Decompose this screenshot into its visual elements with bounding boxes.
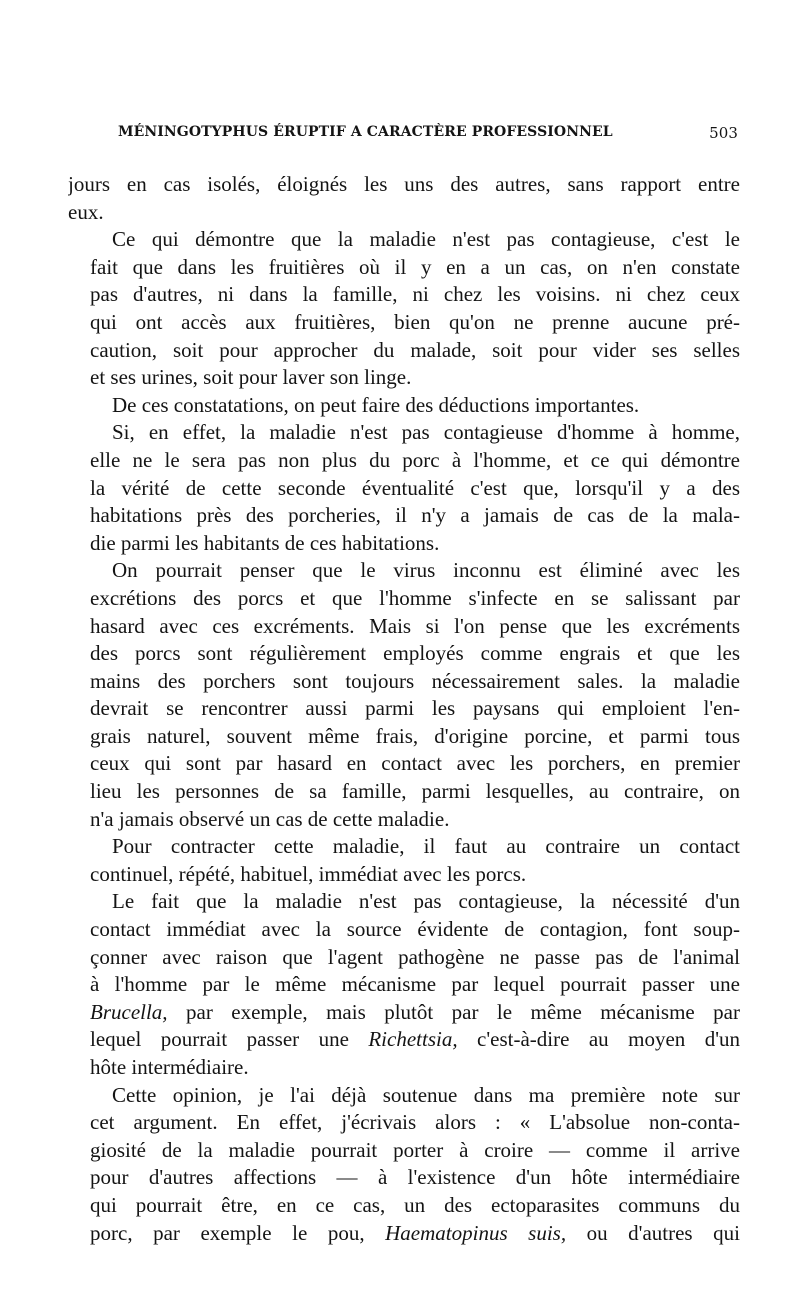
page-number: 503 [709, 124, 738, 142]
text-line: la vérité de cette seconde éventualité c'est que, lorsqu'il y a des [90, 475, 740, 500]
text-line: giosité de la maladie pourrait porter à croire — comme il arrive [90, 1137, 740, 1162]
text-line: jours en cas isolés, éloignés les uns des autres, sans rapport entre [68, 172, 740, 196]
text-line: Si, en effet, la maladie n'est pas contagieuse d'homme à homme, [112, 420, 740, 445]
text-line: excrétions des porcs et que l'homme s'infecte en se salissant par [90, 585, 740, 610]
text-line: hôte intermédiaire. [90, 1055, 249, 1079]
text-line: devrait se rencontrer aussi parmi les paysans qui emploient l'en- [90, 696, 740, 721]
text-fragment: lequel pourrait passer une [90, 1027, 369, 1052]
text-line: habitations près des porcheries, il n'y a jamais de cas de la mala- [90, 503, 740, 528]
text-line: Ce qui démontre que la maladie n'est pas contagieuse, c'est le [112, 227, 740, 252]
text-line: hasard avec ces excréments. Mais si l'on pense que les excréments [90, 613, 740, 638]
text-line: n'a jamais observé un cas de cette maladie. [90, 806, 450, 831]
paragraph [68, 419, 740, 557]
text-line: On pourrait penser que le virus inconnu est éliminé avec les [112, 558, 740, 583]
paragraph [68, 226, 740, 392]
text-line: pas d'autres, ni dans la famille, ni chez les voisins. ni chez ceux [90, 282, 740, 307]
italic-term: Haematopinus suis, [385, 1220, 567, 1245]
text-line: continuel, répété, habituel, immédiat avec les porcs. [90, 861, 527, 886]
text-line: pour d'autres affections — à l'existence d'un hôte intermédiaire [90, 1165, 740, 1190]
paragraph [68, 888, 740, 1081]
text-line [68, 999, 740, 1027]
text-fragment: ou d'autres qui [566, 1220, 740, 1245]
text-line: et ses urines, soit pour laver son linge. [90, 365, 412, 390]
body-text [68, 171, 740, 1247]
paragraph [68, 557, 740, 833]
text-line: lieu les personnes de sa famille, parmi lesquelles, au contraire, on [90, 779, 740, 804]
text-line: des porcs sont régulièrement employés comme engrais et que les [90, 641, 740, 666]
text-line: eux. [68, 199, 104, 224]
text-line: grais naturel, souvent même frais, d'origine porcine, et parmi tous [90, 723, 740, 748]
text-line: ceux qui sont par hasard en contact avec les porchers, en premier [90, 751, 740, 776]
running-title: MÉNINGOTYPHUS ÉRUPTIF A CARACTÈRE PROFESSIONNEL [118, 124, 613, 140]
text-line: caution, soit pour approcher du malade, soit pour vider ses selles [90, 337, 740, 362]
text-line [68, 1026, 740, 1054]
text-fragment: porc, par exemple le pou, [90, 1220, 386, 1245]
text-line: fait que dans les fruitières où il y en a un cas, on n'en constate [90, 254, 740, 279]
text-line: mains des porchers sont toujours nécessairement sales. la maladie [90, 668, 740, 693]
text-line: à l'homme par le même mécanisme par lequel pourrait passer une [90, 972, 740, 997]
paragraph [68, 833, 740, 888]
text-line: die parmi les habitants de ces habitations. [90, 530, 440, 555]
paragraph [68, 1082, 740, 1248]
paragraph [68, 171, 740, 226]
italic-term: Richettsia, [368, 1027, 458, 1052]
running-header [118, 124, 738, 148]
text-line: Cette opinion, je l'ai déjà soutenue dans ma première note sur [112, 1082, 740, 1107]
text-line: Pour contracter cette maladie, il faut au contraire un contact [112, 834, 740, 859]
text-line: cet argument. En effet, j'écrivais alors : « L'absolue non-conta- [90, 1110, 740, 1135]
italic-term: Brucella, [90, 999, 168, 1024]
paragraph [68, 392, 740, 420]
text-line [68, 1220, 740, 1248]
text-line: De ces constatations, on peut faire des déductions importantes. [112, 392, 640, 417]
text-line: contact immédiat avec la source évidente de contagion, font soup- [90, 917, 740, 942]
text-line: qui ont accès aux fruitières, bien qu'on ne prenne aucune pré- [90, 309, 740, 334]
text-fragment: c'est-à-dire au moyen d'un [457, 1027, 740, 1052]
text-line: Le fait que la maladie n'est pas contagieuse, la nécessité d'un [112, 889, 740, 914]
text-line: çonner avec raison que l'agent pathogène ne passe pas de l'animal [90, 944, 740, 969]
text-line: qui pourrait être, en ce cas, un des ectoparasites communs du [90, 1192, 740, 1217]
text-fragment: par exemple, mais plutôt par le même mécanisme par [167, 999, 740, 1024]
text-line: elle ne le sera pas non plus du porc à l'homme, et ce qui démontre [90, 447, 740, 472]
